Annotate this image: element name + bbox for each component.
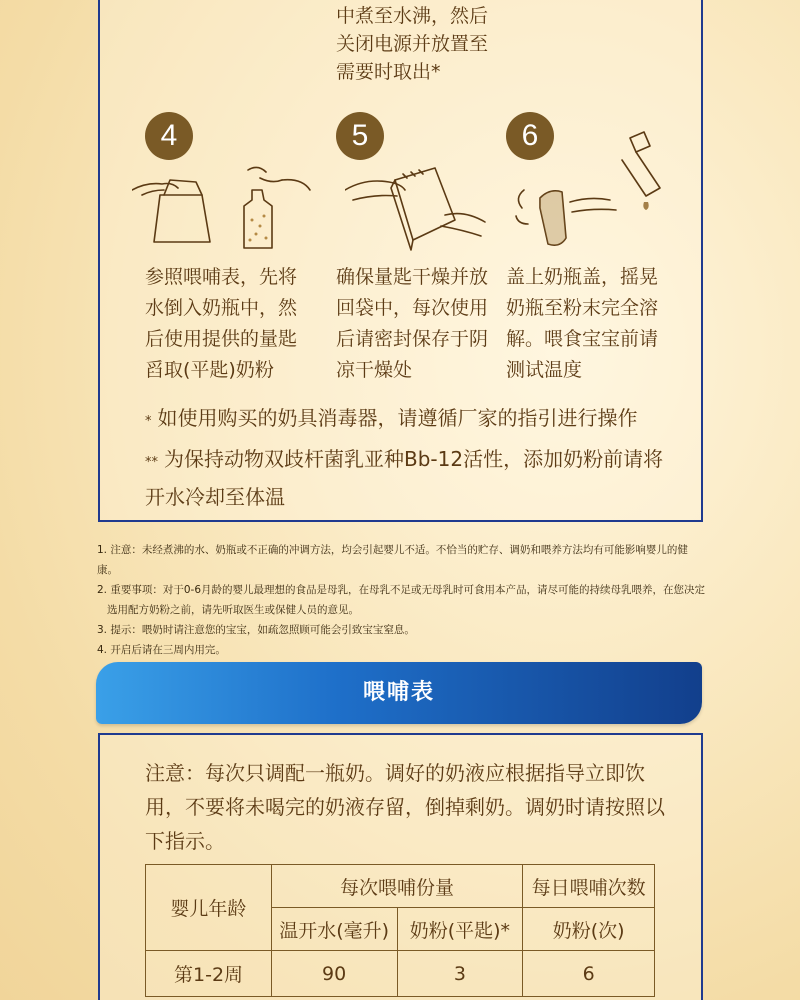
feeding-table xyxy=(145,864,655,997)
caution-notes xyxy=(97,540,707,660)
cell-age: 第1-2周 xyxy=(146,951,272,997)
pour-water-illustration-icon xyxy=(132,160,312,255)
feeding-table-banner: 喂哺表 xyxy=(96,662,702,724)
step-4-description: 参照喂哺表，先将水倒入奶瓶中，然后使用提供的量匙舀取(平匙)奶粉 xyxy=(145,266,298,381)
seal-bag-illustration-icon xyxy=(345,160,525,255)
feeding-note: 注意：每次只调配一瓶奶。调好的奶液应根据指导立即饮用，不要将未喝完的奶液存留，倒掉剩奶。调奶时请按照以下指示。 xyxy=(145,761,665,853)
step3-description: 中煮至水沸，然后 关闭电源并放置至 需要时取出* xyxy=(336,5,489,83)
step-6-description: 盖上奶瓶盖，摇晃奶瓶至粉末完全溶解。喂食宝宝前请测试温度 xyxy=(506,266,659,381)
cell-powder: 3 xyxy=(397,951,523,997)
header-powder: 奶粉(平匙)* xyxy=(397,908,523,951)
footnote-probiotic: ** 为保持动物双歧杆菌乳亚种Bb-12活性，添加奶粉前请将开水冷却至体温 xyxy=(145,447,664,509)
caution-note-3: 3. 提示：喂奶时请注意您的宝宝，如疏忽照顾可能会引致宝宝窒息。 xyxy=(97,624,415,636)
header-times: 奶粉(次) xyxy=(523,908,655,951)
step-number-4: 4 xyxy=(145,112,193,160)
shake-bottle-illustration-icon xyxy=(510,128,690,258)
caution-note-1: 1. 注意：未经煮沸的水、奶瓶或不正确的冲调方法，均会引起婴儿不适。不恰当的贮存、调奶和喂养方法均有可能影响婴儿的健康。 xyxy=(97,544,688,576)
caution-note-4: 4. 开启后请在三周内用完。 xyxy=(97,644,226,656)
cell-times: 6 xyxy=(523,951,655,997)
step-5-description: 确保量匙干燥并放回袋中，每次使用后请密封保存于阴凉干燥处 xyxy=(336,266,489,381)
footnote-sterilizer: * 如使用购买的奶具消毒器，请遵循厂家的指引进行操作 xyxy=(145,406,638,430)
table-row xyxy=(146,951,655,997)
header-per-feed: 每次喂哺份量 xyxy=(271,865,522,908)
step-number-6: 6 xyxy=(506,112,554,160)
caution-note-2: 2. 重要事项：对于0-6月龄的婴儿最理想的食品是母乳，在母乳不足或无母乳时可食用本产品，请尽可能的持续母乳喂养，在您决定选用配方奶粉之前，请先听取医生或保健人员的意见。 xyxy=(97,584,706,616)
header-daily-feeds: 每日喂哺次数 xyxy=(523,865,655,908)
step-number-5: 5 xyxy=(336,112,384,160)
header-water: 温开水(毫升) xyxy=(271,908,397,951)
cell-water: 90 xyxy=(271,951,397,997)
header-infant-age: 婴儿年龄 xyxy=(146,865,272,951)
